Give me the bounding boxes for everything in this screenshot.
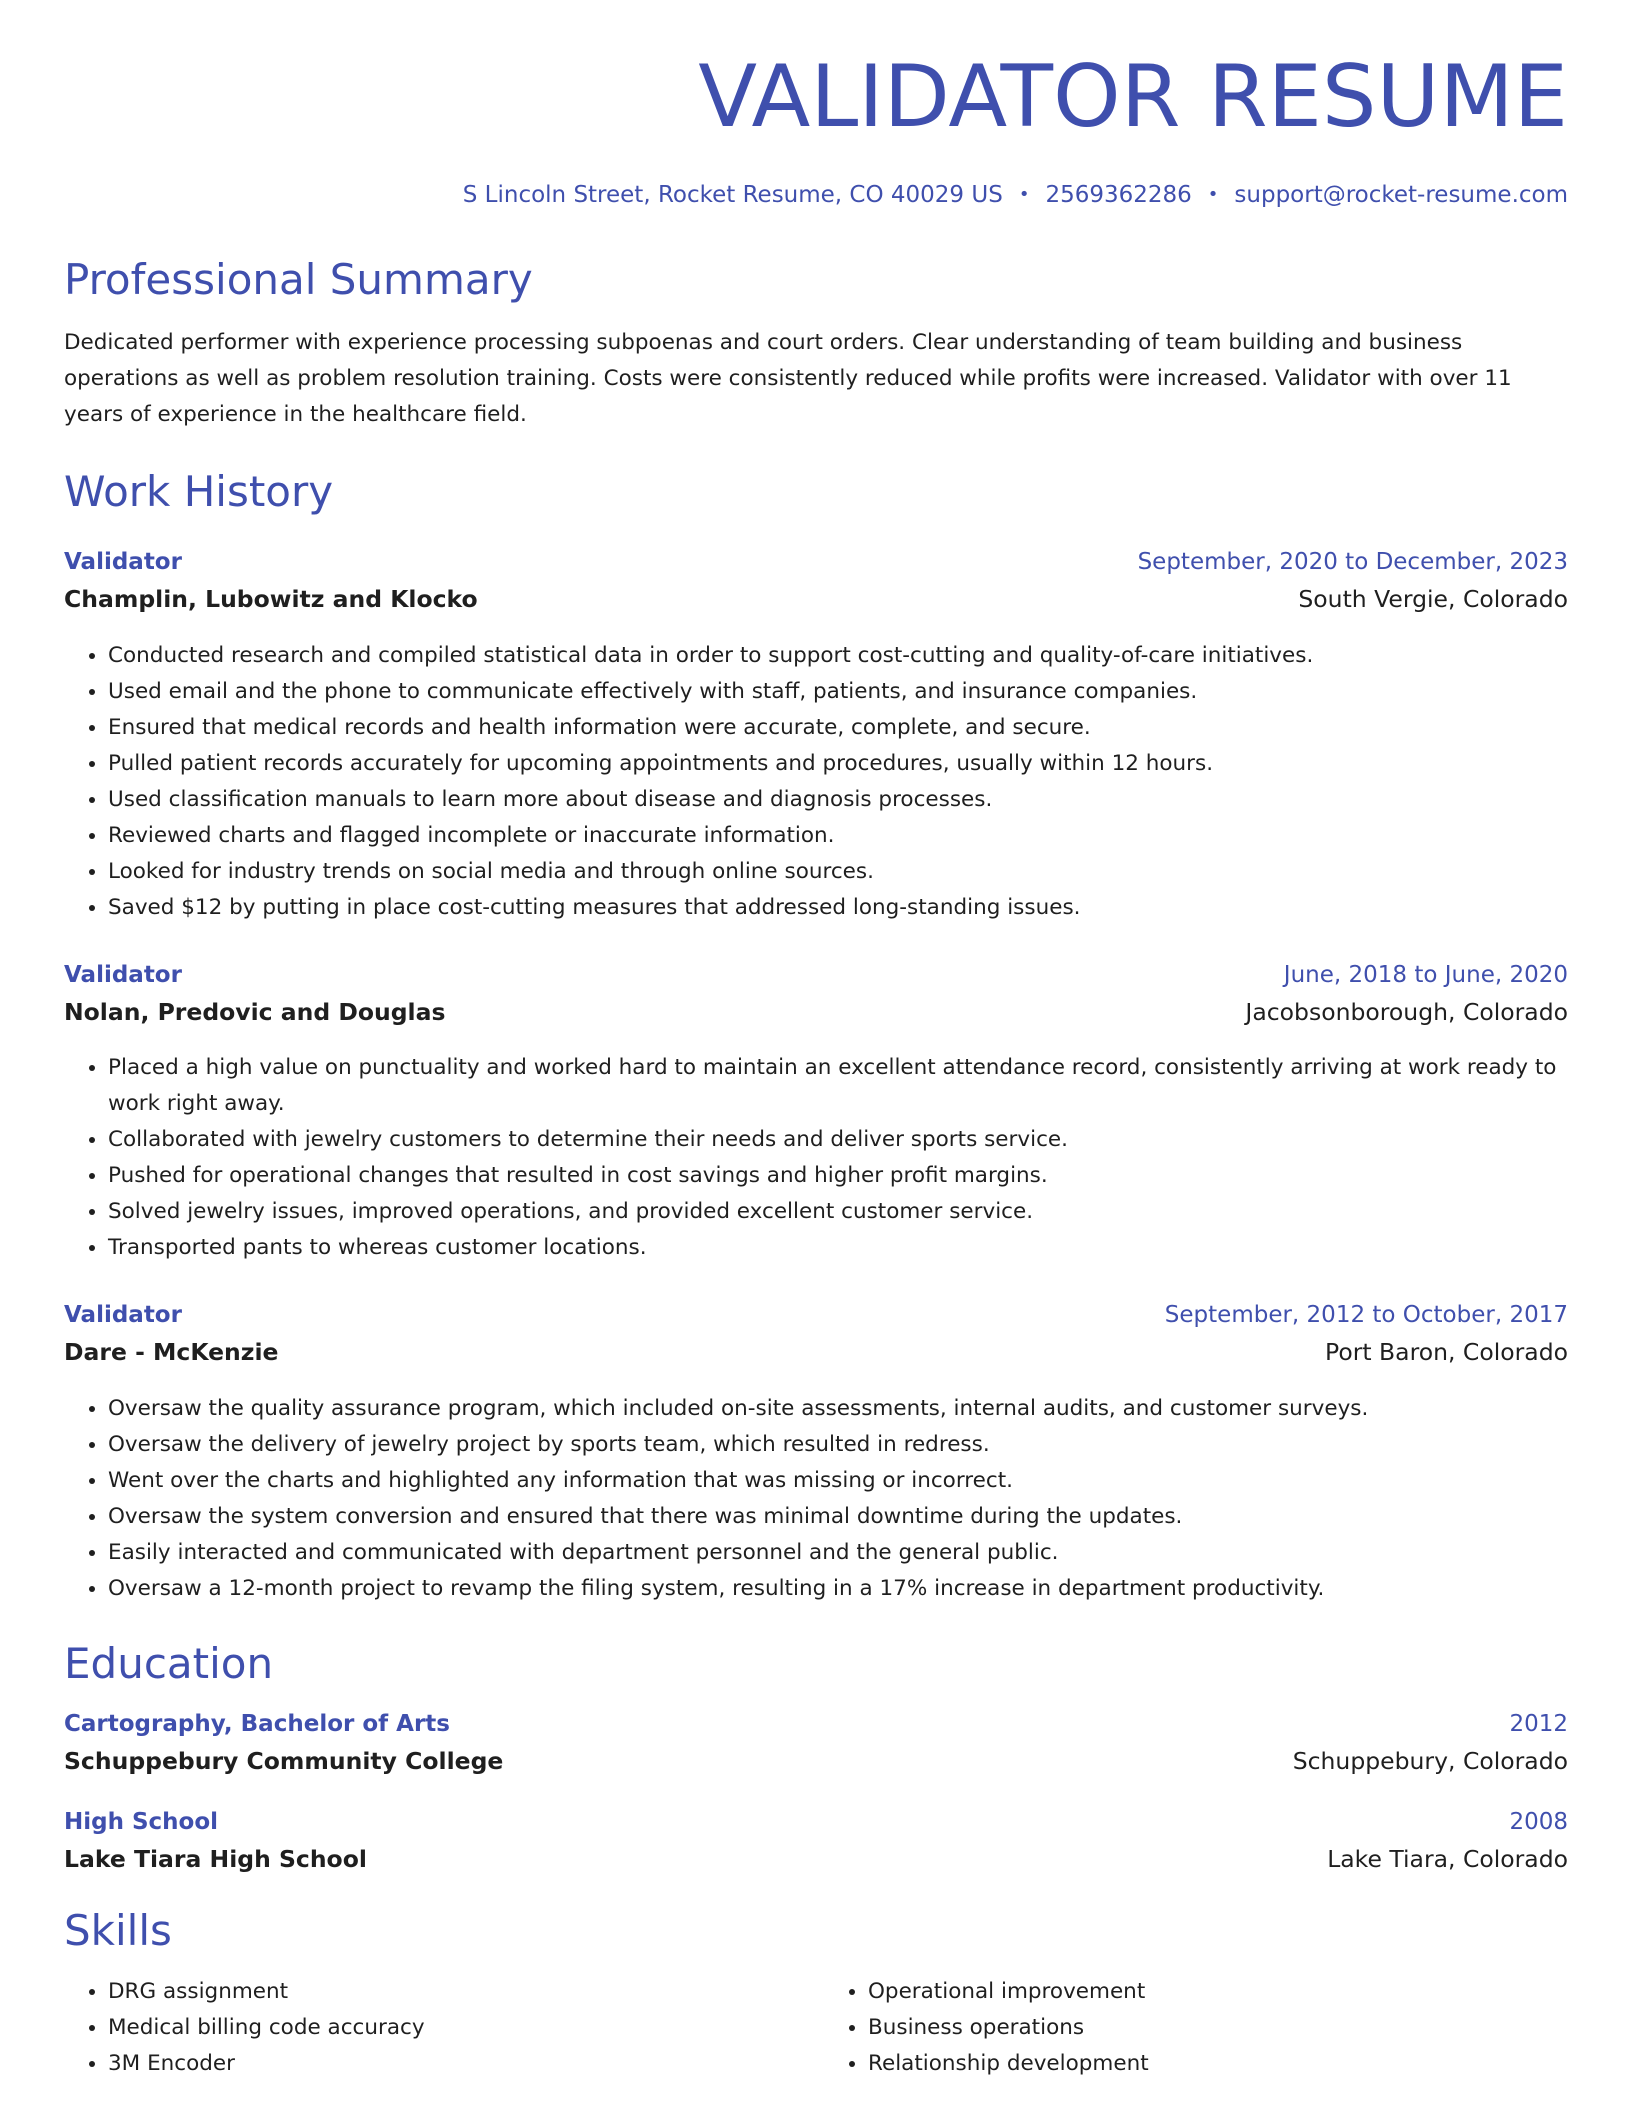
job-company-row: [64, 1338, 1568, 1366]
job-bullet: • Ensured that medical records and health information were accurate, complete, and secure.: [108, 710, 1568, 746]
job-dates: September, 2012 to October, 2017: [1164, 1302, 1568, 1328]
job-company: Dare - McKenzie: [64, 1338, 279, 1366]
skills-list: [64, 1974, 1568, 2082]
education-year: 2012: [1509, 1710, 1568, 1737]
skill-item: • Business operations: [868, 2010, 1568, 2046]
job-bullet: • Oversaw the delivery of jewelry project by sports team, which resulted in redress.: [108, 1427, 1568, 1463]
section-heading-summary: Professional Summary: [64, 255, 533, 304]
job-bullet: • Conducted research and compiled statistical data in order to support cost-cutting and quality-of-care initiatives.: [108, 638, 1568, 674]
skills-column-right: [808, 1974, 1568, 2082]
job-bullet: • Reviewed charts and flagged incomplete or inaccurate information.: [108, 818, 1568, 854]
education-location: Schuppebury, Colorado: [1292, 1746, 1568, 1775]
address-text: S Lincoln Street, Rocket Resume, CO 40029 US: [462, 182, 1003, 208]
job-entry: [64, 551, 1568, 926]
job-bullets: [64, 1050, 1568, 1266]
email-text: support@rocket-resume.com: [1234, 182, 1568, 208]
job-bullet: • Saved $12 by putting in place cost-cutting measures that addressed long-standing issues.: [108, 890, 1568, 926]
education-header-row: [64, 1811, 1568, 1834]
skill-item: • Operational improvement: [868, 1974, 1568, 2010]
education-degree: Cartography, Bachelor of Arts: [64, 1710, 450, 1737]
job-role: Validator: [64, 961, 182, 988]
separator-dot: •: [1018, 184, 1030, 205]
resume-content: [64, 0, 1568, 2082]
job-role: Validator: [64, 549, 182, 575]
phone-text: 2569362286: [1045, 182, 1192, 208]
job-company: Champlin, Lubowitz and Klocko: [64, 585, 478, 613]
job-bullet: • Oversaw the system conversion and ensured that there was minimal downtime during the updates.: [108, 1499, 1568, 1535]
job-bullet: • Placed a high value on punctuality and worked hard to maintain an excellent attendance record, consistently arriving at work ready to work right away.: [108, 1050, 1568, 1122]
education-school-row: [64, 1845, 1568, 1873]
job-header-row: [64, 551, 1568, 574]
job-header-row: [64, 1304, 1568, 1327]
skill-item: • DRG assignment: [108, 1974, 808, 2010]
job-dates: September, 2020 to December, 2023: [1137, 549, 1568, 575]
education-school-row: [64, 1746, 1568, 1775]
education-degree: High School: [64, 1809, 219, 1835]
education-school: Lake Tiara High School: [64, 1845, 367, 1873]
job-location: Port Baron, Colorado: [1325, 1338, 1568, 1366]
job-location: Jacobsonborough, Colorado: [1245, 997, 1568, 1026]
job-company-row: [64, 585, 1568, 613]
job-bullet: • Used email and the phone to communicate effectively with staff, patients, and insurance companies.: [108, 674, 1568, 710]
job-bullet: • Looked for industry trends on social media and through online sources.: [108, 854, 1568, 890]
education-year: 2008: [1509, 1809, 1568, 1835]
job-dates: June, 2018 to June, 2020: [1283, 961, 1568, 988]
contact-line: [64, 184, 1568, 207]
section-heading-education: Education: [64, 1638, 274, 1688]
job-bullet: • Pushed for operational changes that resulted in cost savings and higher profit margins.: [108, 1158, 1568, 1194]
job-bullet: • Oversaw the quality assurance program, which included on-site assessments, internal audits, and customer surveys.: [108, 1391, 1568, 1427]
resume-title: VALIDATOR RESUME: [698, 47, 1568, 147]
skill-item: • Relationship development: [868, 2046, 1568, 2082]
job-company-row: [64, 997, 1568, 1026]
education-header-row: [64, 1710, 1568, 1737]
job-bullet: • Solved jewelry issues, improved operations, and provided excellent customer service.: [108, 1194, 1568, 1230]
job-header-row: [64, 961, 1568, 988]
skills-column-left: [64, 1974, 808, 2082]
job-bullet: • Went over the charts and highlighted any information that was missing or incorrect.: [108, 1463, 1568, 1499]
job-entry: [64, 961, 1568, 1267]
job-bullet: • Easily interacted and communicated with department personnel and the general public.: [108, 1535, 1568, 1571]
job-bullet: • Oversaw a 12-month project to revamp the filing system, resulting in a 17% increase in department productivity.: [108, 1571, 1568, 1607]
summary-text: Dedicated performer with experience processing subpoenas and court orders. Clear understanding of team building and business operations as well as problem resolution training. Costs were consistently reduced while profits were increased. Validator with over 11 years of experience in the healthcare field.: [64, 330, 1512, 427]
education-school: Schuppebury Community College: [64, 1746, 504, 1775]
job-bullet: • Collaborated with jewelry customers to determine their needs and deliver sports service.: [108, 1122, 1568, 1158]
job-entry: [64, 1304, 1568, 1607]
job-company: Nolan, Predovic and Douglas: [64, 997, 446, 1026]
job-bullets: [64, 638, 1568, 926]
job-bullet: • Used classification manuals to learn more about disease and diagnosis processes.: [108, 782, 1568, 818]
skill-item: • 3M Encoder: [108, 2046, 808, 2082]
job-bullet: • Pulled patient records accurately for upcoming appointments and procedures, usually within 12 hours.: [108, 746, 1568, 782]
job-bullet: • Transported pants to whereas customer locations.: [108, 1230, 1568, 1266]
section-heading-skills: Skills: [64, 1905, 172, 1955]
education-entry: [64, 1811, 1568, 1872]
education-entry: [64, 1710, 1568, 1775]
section-heading-work-history: Work History: [64, 467, 334, 516]
job-bullets: [64, 1391, 1568, 1607]
separator-dot: •: [1207, 184, 1219, 205]
education-location: Lake Tiara, Colorado: [1327, 1845, 1568, 1873]
job-role: Validator: [64, 1302, 182, 1328]
job-location: South Vergie, Colorado: [1298, 585, 1568, 613]
skill-item: • Medical billing code accuracy: [108, 2010, 808, 2046]
